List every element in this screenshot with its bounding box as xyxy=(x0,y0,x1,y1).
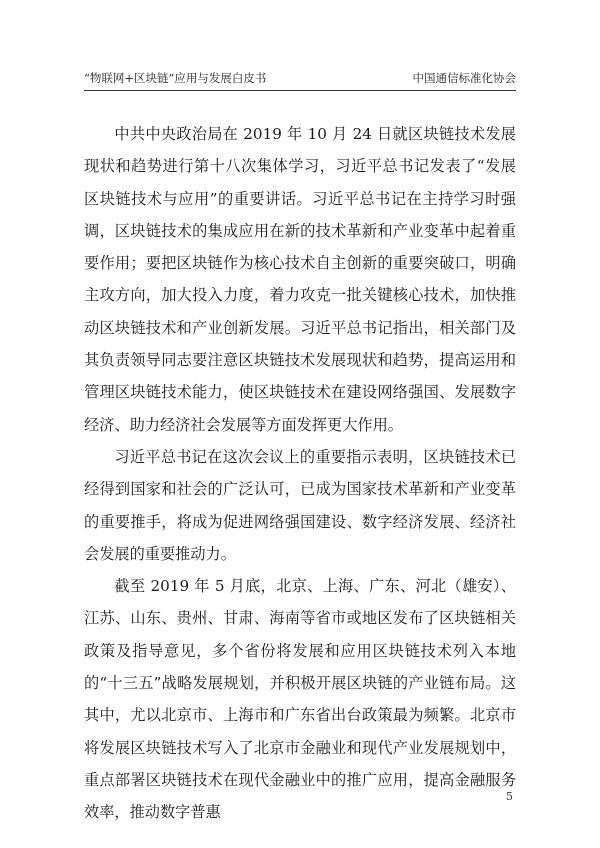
header-organization: 中国通信标准化协会 xyxy=(412,71,516,85)
paragraph-3: 截至 2019 年 5 月底，北京、上海、广东、河北（雄安）、江苏、山东、贵州、甘肃、海南等省市或地区发布了区块链相关政策及指导意见，多个省份将发展和应用区块链技术列入本地的“十三五”战略发展规划，并积极开展区块链的产业链布局。这其中，尤以北京市、上海市和广东省出台政策最为频繁。北京市将发展区块链技术写入了北京市金融业和现代产业发展规划中，重点部署区块链技术在现代金融业中的推广应用，提高金融服务效率，推动数字普惠 xyxy=(84,577,516,822)
header-document-title: “物联网+区块链”应用与发展白皮书 xyxy=(84,71,267,85)
page-header xyxy=(84,70,516,91)
page-number: 5 xyxy=(506,790,513,803)
paragraph-2: 习近平总书记在这次会议上的重要指示表明，区块链技术已经得到国家和社会的广泛认可，已成为国家技术革新和产业变革的重要推手，将成为促进网络强国建设、数字经济发展、经济社会发展的重要推动力。 xyxy=(84,447,516,563)
paragraph-1: 中共中央政治局在 2019 年 10 月 24 日就区块链技术发展现状和趋势进行第十八次集体学习，习近平总书记发表了“发展区块链技术与应用”的重要讲话。习近平总书记在主持学习时强调，区块链技术的集成应用在新的技术革新和产业变革中起着重要作用；要把区块链作为核心技术自主创新的重要突破口，明确主攻方向，加大投入力度，着力攻克一批关键核心技术，加快推动区块链技术和产业创新发展。习近平总书记指出，相关部门及其负责领导同志要注意区块链技术发展现状和趋势，提高运用和管理区块链技术能力，使区块链技术在建设网络强国、发展数字经济、助力经济社会发展等方面发挥更大作用。 xyxy=(84,125,516,434)
body-text xyxy=(84,118,516,829)
